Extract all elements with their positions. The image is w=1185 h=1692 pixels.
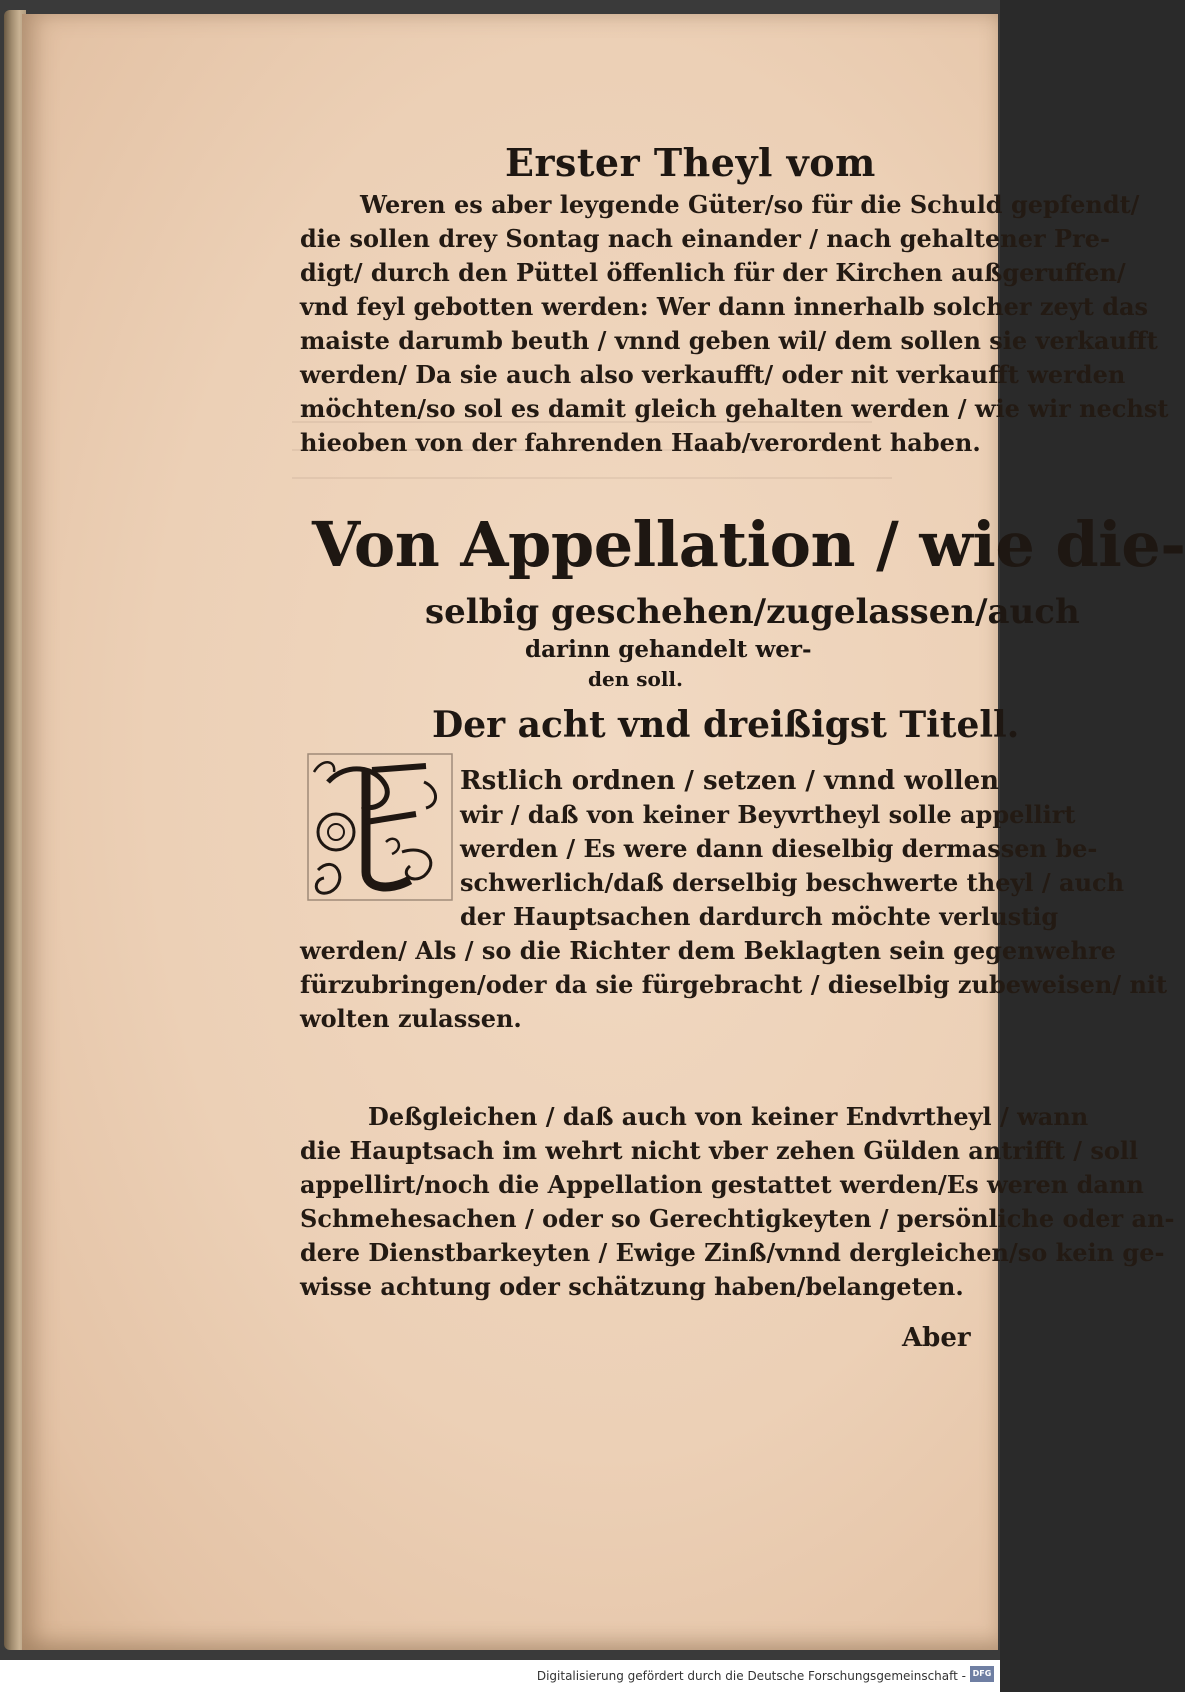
text-line: der Hauptsachen dardurch möchte verlustig	[460, 902, 1059, 931]
section-title-line-4: den soll.	[588, 667, 683, 691]
running-header: Erster Theyl vom	[505, 140, 876, 185]
text-line: wir / daß von keiner Beyvrtheyl solle appellirt	[460, 800, 1076, 829]
footer-credit-text: Digitalisierung gefördert durch die Deutsche Forschungsgemeinschaft -	[536, 1669, 966, 1683]
digitization-footer	[0, 1660, 1000, 1692]
text-line: wolten zulassen.	[300, 1004, 522, 1033]
text-line: fürzubringen/oder da sie fürgebracht / dieselbig zubeweisen/ nit	[300, 970, 1168, 999]
text-line: Deßgleichen / daß auch von keiner Endvrtheyl / wann	[368, 1102, 1089, 1131]
text-line: werden/ Da sie auch also verkaufft/ oder nit verkaufft werden	[300, 360, 1126, 389]
text-line: werden / Es were dann dieselbig dermassen be-	[460, 834, 1098, 863]
text-line: vnd feyl gebotten werden: Wer dann innerhalb solcher zeyt das	[300, 292, 1149, 321]
catchword: Aber	[902, 1323, 971, 1353]
text-line: Schmehesachen / oder so Gerechtigkeyten / persönliche oder an-	[300, 1204, 1175, 1233]
decorated-initial-e-icon	[306, 752, 454, 902]
text-line: hieoben von der fahrenden Haab/verordent haben.	[300, 428, 981, 457]
text-line: möchten/so sol es damit gleich gehalten werden / wie wir nechst	[300, 394, 1169, 423]
text-line: dere Dienstbarkeyten / Ewige Zinß/vnnd dergleichen/so kein ge-	[300, 1238, 1165, 1267]
text-line: werden/ Als / so die Richter dem Beklagten sein gegenwehre	[300, 936, 1116, 965]
dfg-logo-icon: DFG	[970, 1666, 994, 1682]
section-title-line-2: selbig geschehen/zugelassen/auch	[425, 592, 1080, 632]
text-line: die Hauptsach im wehrt nicht vber zehen Gülden antrifft / soll	[300, 1136, 1139, 1165]
chapter-subtitle: Der acht vnd dreißigst Titell.	[432, 704, 1020, 746]
text-line: appellirt/noch die Appellation gestattet werden/Es weren dann	[300, 1170, 1144, 1199]
section-title-line-3: darinn gehandelt wer-	[525, 636, 812, 663]
text-line: Weren es aber leygende Güter/so für die Schuld gepfendt/	[360, 190, 1140, 219]
section-title-line-1: Von Appellation / wie die-	[312, 508, 1185, 581]
text-line: die sollen drey Sontag nach einander / nach gehaltener Pre-	[300, 224, 1110, 253]
text-line: maiste darumb beuth / vnnd geben wil/ dem sollen sie verkaufft	[300, 326, 1158, 355]
text-line: digt/ durch den Püttel öffenlich für der Kirchen außgeruffen/	[300, 258, 1126, 287]
text-line: schwerlich/daß derselbig beschwerte theyl / auch	[460, 868, 1125, 897]
text-line: wisse achtung oder schätzung haben/belangeten.	[300, 1272, 964, 1301]
text-line: Rstlich ordnen / setzen / vnnd wollen	[460, 766, 1000, 796]
